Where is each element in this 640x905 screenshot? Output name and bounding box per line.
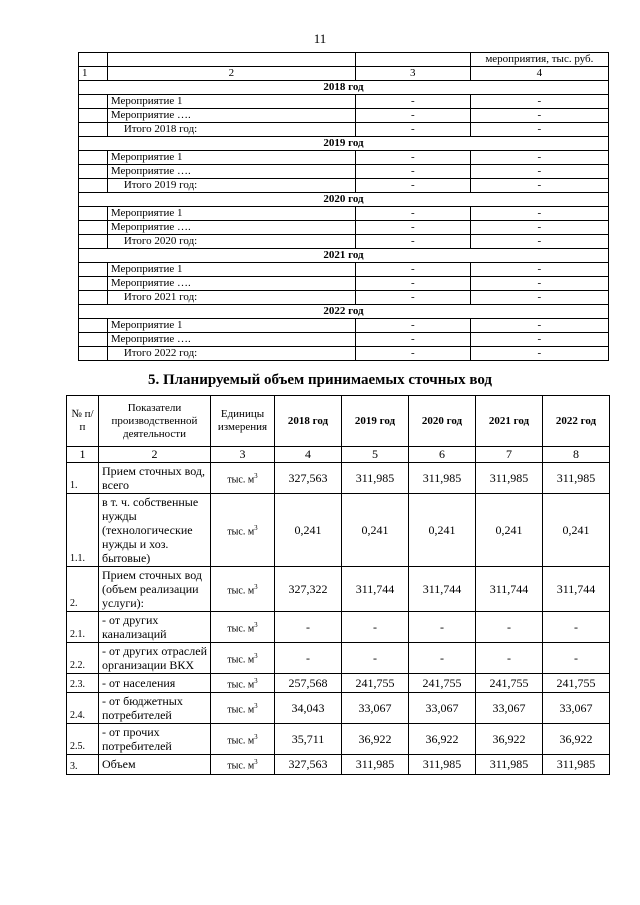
table2-header-cell: Единицы измерения (211, 396, 275, 447)
table2-unit-text: тыс. м (227, 474, 255, 486)
table2-value: 311,985 (476, 755, 543, 774)
table1-total-row (79, 123, 609, 137)
table2-data-row (67, 755, 610, 774)
table2-value: 36,922 (342, 724, 409, 755)
table1-event-row (79, 95, 609, 109)
table1-col-number: 3 (355, 67, 470, 81)
table2-data-row (67, 463, 610, 494)
table1-col-number: 2 (107, 67, 355, 81)
table1-value: - (470, 277, 608, 291)
table1-year-row (79, 249, 609, 263)
table2-row-number: 2.4. (67, 693, 99, 724)
table2-header-cell: Показатели производственной деятельности (99, 396, 211, 447)
table2-unit (211, 674, 275, 693)
table2-value: 0,241 (275, 494, 342, 567)
table2-value: 311,985 (476, 463, 543, 494)
table1-total-row (79, 179, 609, 193)
table1-cell (79, 277, 108, 291)
table1-year-label: 2019 год (79, 137, 609, 151)
table2-col-number-row (67, 447, 610, 463)
table1-col-number-row (79, 67, 609, 81)
table1-cell (79, 179, 108, 193)
table1-value: - (470, 347, 608, 361)
table1-total-label: Итого 2020 год: (107, 235, 355, 249)
table2-value: - (275, 612, 342, 643)
table2-value: - (476, 643, 543, 674)
table1-value: - (470, 165, 608, 179)
table1-cell (79, 95, 108, 109)
table1-event-name: Мероприятие 1 (107, 207, 355, 221)
table1-value: - (470, 179, 608, 193)
table1-value: - (355, 221, 470, 235)
table2-value: - (342, 643, 409, 674)
table1-event-name: Мероприятие 1 (107, 151, 355, 165)
table2-value: 241,755 (342, 674, 409, 693)
table2-value: 311,985 (409, 755, 476, 774)
table2-data-row (67, 643, 610, 674)
table2-value: 35,711 (275, 724, 342, 755)
table2-value: 33,067 (476, 693, 543, 724)
table2-value: 0,241 (342, 494, 409, 567)
table1-value: - (355, 151, 470, 165)
table2-value: - (275, 643, 342, 674)
wastewater-volume-table (66, 395, 610, 775)
table2-value: 311,744 (543, 567, 610, 612)
table2-value: 311,985 (543, 463, 610, 494)
table2-indicator-name: Прием сточных вод (объем реализации услуги): (99, 567, 211, 612)
table2-col-number: 8 (543, 447, 610, 463)
table2-row-number: 1.1. (67, 494, 99, 567)
table2-data-row (67, 567, 610, 612)
table1-value: - (355, 347, 470, 361)
table2-value: 241,755 (543, 674, 610, 693)
table2-unit-superscript: 3 (254, 582, 258, 591)
table2-unit-text: тыс. м (227, 623, 255, 635)
table1-value: - (470, 207, 608, 221)
table2-header-cell: 2020 год (409, 396, 476, 447)
table2-unit (211, 693, 275, 724)
wastewater-volume-table-body (67, 396, 610, 775)
table1-cell (79, 109, 108, 123)
table1-cell (79, 347, 108, 361)
table1-value: - (355, 109, 470, 123)
table1-event-name: Мероприятие 1 (107, 319, 355, 333)
table2-value: 311,985 (543, 755, 610, 774)
table2-unit-superscript: 3 (254, 651, 258, 660)
table2-unit (211, 755, 275, 774)
table1-head-cell (355, 53, 470, 67)
table1-event-name: Мероприятие …. (107, 109, 355, 123)
table1-year-row (79, 81, 609, 95)
table1-head-cell (107, 53, 355, 67)
table2-unit-text: тыс. м (227, 679, 255, 691)
table2-value: 0,241 (543, 494, 610, 567)
table1-value: - (470, 95, 608, 109)
table1-cell (79, 221, 108, 235)
table2-value: 311,985 (409, 463, 476, 494)
table2-unit (211, 567, 275, 612)
events-cost-table (78, 52, 609, 361)
table2-header-row (67, 396, 610, 447)
table2-value: - (543, 643, 610, 674)
table1-cell (79, 235, 108, 249)
table2-value: 327,563 (275, 755, 342, 774)
table1-cell (79, 207, 108, 221)
table2-unit-superscript: 3 (254, 471, 258, 480)
table2-data-row (67, 494, 610, 567)
table2-data-row (67, 693, 610, 724)
table2-col-number: 7 (476, 447, 543, 463)
table1-event-name: Мероприятие …. (107, 277, 355, 291)
table2-row-number: 3. (67, 755, 99, 774)
table1-total-row (79, 291, 609, 305)
table1-cell (79, 333, 108, 347)
table1-value: - (355, 319, 470, 333)
table2-unit-text: тыс. м (227, 526, 255, 538)
table1-col-number: 1 (79, 67, 108, 81)
table2-row-number: 2.1. (67, 612, 99, 643)
table2-data-row (67, 612, 610, 643)
table1-total-label: Итого 2022 год: (107, 347, 355, 361)
table2-header-cell: 2019 год (342, 396, 409, 447)
section-title: 5. Планируемый объем принимаемых сточных вод (147, 372, 493, 388)
table1-total-label: Итого 2018 год: (107, 123, 355, 137)
table2-row-number: 1. (67, 463, 99, 494)
table2-unit-superscript: 3 (254, 677, 258, 685)
table1-value: - (355, 123, 470, 137)
table1-event-name: Мероприятие 1 (107, 263, 355, 277)
table1-value: - (470, 319, 608, 333)
table2-value: 36,922 (543, 724, 610, 755)
table2-value: 311,744 (409, 567, 476, 612)
table2-indicator-name: - от других отраслей организации ВКХ (99, 643, 211, 674)
table2-unit (211, 494, 275, 567)
table1-year-label: 2022 год (79, 305, 609, 319)
table1-year-label: 2021 год (79, 249, 609, 263)
table2-col-number: 1 (67, 447, 99, 463)
table1-value: - (470, 333, 608, 347)
table1-value: - (355, 165, 470, 179)
table1-value: - (470, 263, 608, 277)
table1-event-row (79, 109, 609, 123)
table1-value: - (355, 179, 470, 193)
table2-value: 311,985 (342, 463, 409, 494)
table1-event-row (79, 165, 609, 179)
table2-unit (211, 643, 275, 674)
table2-col-number: 6 (409, 447, 476, 463)
table1-head-cell-amount: мероприятия, тыс. руб. (470, 53, 608, 67)
table1-value: - (355, 263, 470, 277)
table1-cell (79, 123, 108, 137)
table2-value: 327,563 (275, 463, 342, 494)
table2-header-cell: 2018 год (275, 396, 342, 447)
table2-col-number: 5 (342, 447, 409, 463)
table2-unit (211, 612, 275, 643)
table1-year-label: 2020 год (79, 193, 609, 207)
table1-year-row (79, 193, 609, 207)
table2-unit-superscript: 3 (254, 620, 258, 629)
table2-value: 241,755 (409, 674, 476, 693)
table2-indicator-name: Прием сточных вод, всего (99, 463, 211, 494)
table1-value: - (355, 207, 470, 221)
table1-col-number: 4 (470, 67, 608, 81)
table2-row-number: 2.3. (67, 674, 99, 693)
table1-cell (79, 263, 108, 277)
table1-cell (79, 165, 108, 179)
table2-value: - (543, 612, 610, 643)
table1-value: - (355, 277, 470, 291)
table1-event-row (79, 151, 609, 165)
table2-unit (211, 463, 275, 494)
table1-value: - (470, 235, 608, 249)
table2-value: 0,241 (409, 494, 476, 567)
table1-year-row (79, 137, 609, 151)
table2-indicator-name: - от бюджетных потребителей (99, 693, 211, 724)
page-number: 11 (313, 31, 327, 46)
table2-col-number: 3 (211, 447, 275, 463)
table1-head-cell (79, 53, 108, 67)
table2-value: 34,043 (275, 693, 342, 724)
table1-event-name: Мероприятие …. (107, 333, 355, 347)
table2-indicator-name: Объем (99, 755, 211, 774)
table2-unit-text: тыс. м (227, 585, 255, 597)
table2-value: - (476, 612, 543, 643)
table1-event-row (79, 277, 609, 291)
table2-value: 311,744 (476, 567, 543, 612)
table2-value: 311,985 (342, 755, 409, 774)
table2-unit-superscript: 3 (254, 758, 258, 767)
table1-value: - (355, 95, 470, 109)
table2-data-row (67, 724, 610, 755)
table2-value: 257,568 (275, 674, 342, 693)
table1-event-row (79, 207, 609, 221)
table1-event-row (79, 319, 609, 333)
table2-value: 241,755 (476, 674, 543, 693)
table2-value: 0,241 (476, 494, 543, 567)
table2-col-number: 2 (99, 447, 211, 463)
table1-total-label: Итого 2019 год: (107, 179, 355, 193)
table2-header-cell: 2021 год (476, 396, 543, 447)
events-cost-table-body (79, 53, 609, 361)
table2-unit-text: тыс. м (227, 735, 255, 747)
table2-value: 36,922 (476, 724, 543, 755)
table1-value: - (355, 291, 470, 305)
table2-unit-text: тыс. м (227, 760, 255, 772)
table1-event-name: Мероприятие 1 (107, 95, 355, 109)
table1-value: - (470, 291, 608, 305)
table2-value: - (409, 643, 476, 674)
table1-value: - (355, 235, 470, 249)
table2-data-row (67, 674, 610, 693)
table2-value: 327,322 (275, 567, 342, 612)
table2-value: 33,067 (543, 693, 610, 724)
table1-event-name: Мероприятие …. (107, 165, 355, 179)
table1-event-row (79, 263, 609, 277)
table1-year-label: 2018 год (79, 81, 609, 95)
table2-header-cell: № п/п (67, 396, 99, 447)
table2-indicator-name: в т. ч. собственные нужды (технологические нужды и хоз. бытовые) (99, 494, 211, 567)
table1-value: - (470, 123, 608, 137)
table2-value: - (409, 612, 476, 643)
table1-value: - (470, 221, 608, 235)
table1-cell (79, 319, 108, 333)
table2-unit-superscript: 3 (254, 702, 258, 711)
table1-event-row (79, 221, 609, 235)
table2-value: 311,744 (342, 567, 409, 612)
table1-total-row (79, 235, 609, 249)
table2-value: 33,067 (409, 693, 476, 724)
table2-col-number: 4 (275, 447, 342, 463)
table1-value: - (355, 333, 470, 347)
table1-event-row (79, 333, 609, 347)
table1-head-row (79, 53, 609, 67)
table2-indicator-name: - от прочих потребителей (99, 724, 211, 755)
table1-value: - (470, 151, 608, 165)
table2-value: 33,067 (342, 693, 409, 724)
table2-unit-text: тыс. м (227, 704, 255, 716)
table2-row-number: 2. (67, 567, 99, 612)
table1-value: - (470, 109, 608, 123)
table2-unit-superscript: 3 (254, 523, 258, 532)
table2-header-cell: 2022 год (543, 396, 610, 447)
table1-total-label: Итого 2021 год: (107, 291, 355, 305)
table1-total-row (79, 347, 609, 361)
table1-event-name: Мероприятие …. (107, 221, 355, 235)
table2-unit (211, 724, 275, 755)
table2-row-number: 2.5. (67, 724, 99, 755)
table2-indicator-name: - от других канализаций (99, 612, 211, 643)
table1-cell (79, 151, 108, 165)
table2-indicator-name: - от населения (99, 674, 211, 693)
table2-unit-superscript: 3 (254, 733, 258, 742)
table2-value: - (342, 612, 409, 643)
table1-year-row (79, 305, 609, 319)
table2-row-number: 2.2. (67, 643, 99, 674)
table2-unit-text: тыс. м (227, 654, 255, 666)
table1-cell (79, 291, 108, 305)
table2-value: 36,922 (409, 724, 476, 755)
